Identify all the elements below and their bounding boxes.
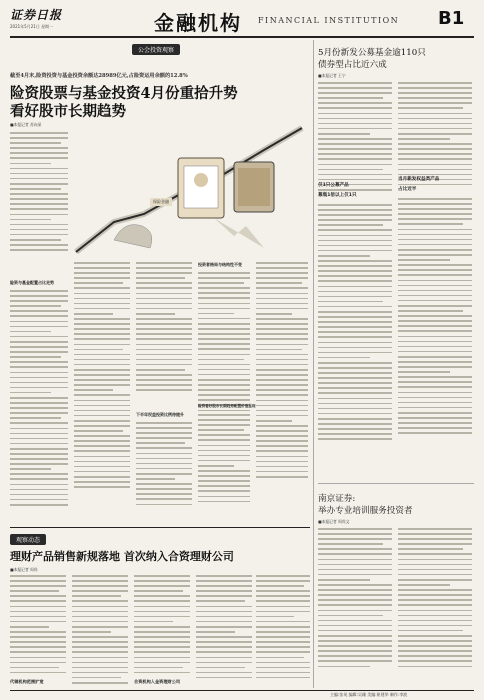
wealth-col1-text	[10, 575, 66, 677]
wealth-story	[10, 531, 310, 691]
fund-col2-text	[398, 82, 472, 189]
main-inline-head: 险资与基金配置占比走势	[10, 280, 54, 285]
footer-credits: 主编:张英 编辑:吴珊 美编:崔建华 制作:李波	[330, 692, 408, 697]
wealth-subhead-b: 合资机构入金资理财公司	[134, 679, 181, 684]
section-title-en: FINANCIAL INSTITUTION	[258, 16, 400, 25]
fund-headline-1: 5月份新发公募基金逾110只	[318, 48, 426, 58]
main-col4-text-a	[198, 272, 250, 415]
section-title: 金融机构	[154, 11, 242, 35]
wealth-separator	[10, 527, 310, 528]
main-col4-text-b	[198, 414, 250, 506]
main-col3-text-a	[136, 262, 192, 394]
nanjing-headline-1: 南京证券:	[318, 494, 356, 504]
main-col5-text	[256, 262, 308, 481]
main-col4-head: 投资者格局与结构性不变	[198, 262, 242, 267]
fund-subhead-3b: 占比近半	[398, 187, 417, 192]
paper-name: 证券日报	[10, 8, 63, 22]
wealth-col2-text	[72, 575, 128, 687]
fund-col1-text	[318, 82, 392, 194]
wealth-subhead-a: 代销机构范围扩宽	[10, 679, 44, 684]
column-divider	[313, 40, 314, 688]
masthead	[0, 0, 484, 36]
main-col1-text	[10, 290, 68, 509]
main-col2-text	[74, 262, 130, 491]
wealth-col4-text	[196, 575, 252, 682]
illustration-label: 保险金融	[150, 198, 172, 206]
wealth-headline: 理财产品销售新规落地 首次纳入合资理财公司	[10, 550, 234, 563]
fund-byline: ■本报记者 王宁	[318, 73, 346, 78]
wealth-kicker: 观察动态	[10, 534, 46, 545]
footer-rule	[10, 690, 474, 691]
fund-col2-text-b	[398, 198, 472, 437]
nanjing-byline: ■本报记者 周尚文	[318, 519, 350, 524]
fund-col1-text-b	[318, 204, 392, 443]
wealth-byline: ■本报记者 周尚	[10, 567, 38, 572]
fund-subhead-3: 当月新发权益类产品	[398, 177, 440, 182]
fund-subhead-1: 仅1只公募产品	[318, 183, 349, 188]
main-kicker: 公会投资观察	[132, 44, 180, 55]
main-col3-text-b	[136, 422, 192, 509]
nanjing-col1-text	[318, 528, 392, 671]
main-col1-top-text	[10, 132, 68, 254]
main-subhead: 截至4月末,险资投资与基金投资余额达28989亿元,占险资运用余额的12.8%	[10, 73, 188, 79]
page-number: B1	[438, 8, 465, 29]
main-story	[10, 40, 310, 525]
fund-subhead-2: 募集1倍以上仅1只	[318, 193, 357, 198]
main-headline-1: 险资股票与基金投资4月份重拾升势	[10, 85, 238, 102]
main-col3-head: 下半年权益投资比例待提升	[136, 412, 184, 417]
nanjing-col2-text	[398, 528, 472, 671]
masthead-rule	[10, 36, 474, 38]
wealth-col3-text	[134, 575, 190, 677]
nanjing-story	[318, 488, 474, 688]
main-byline: ■本报记者 苏向杲	[10, 122, 42, 127]
wealth-col5-text	[256, 575, 310, 682]
right-separator	[318, 483, 474, 484]
main-col4-head-2: 险资看好股市长期趋势配置价值显现	[198, 404, 256, 408]
main-headline-2: 看好股市长期趋势	[10, 103, 126, 120]
fund-story	[318, 40, 474, 480]
issue-info: 2021年5月21日 星期一	[10, 24, 54, 29]
nanjing-headline-2: 举办专业培训服务投资者	[318, 506, 413, 516]
fund-headline-2: 债券型占比近六成	[318, 60, 387, 70]
main-illustration	[74, 122, 306, 254]
